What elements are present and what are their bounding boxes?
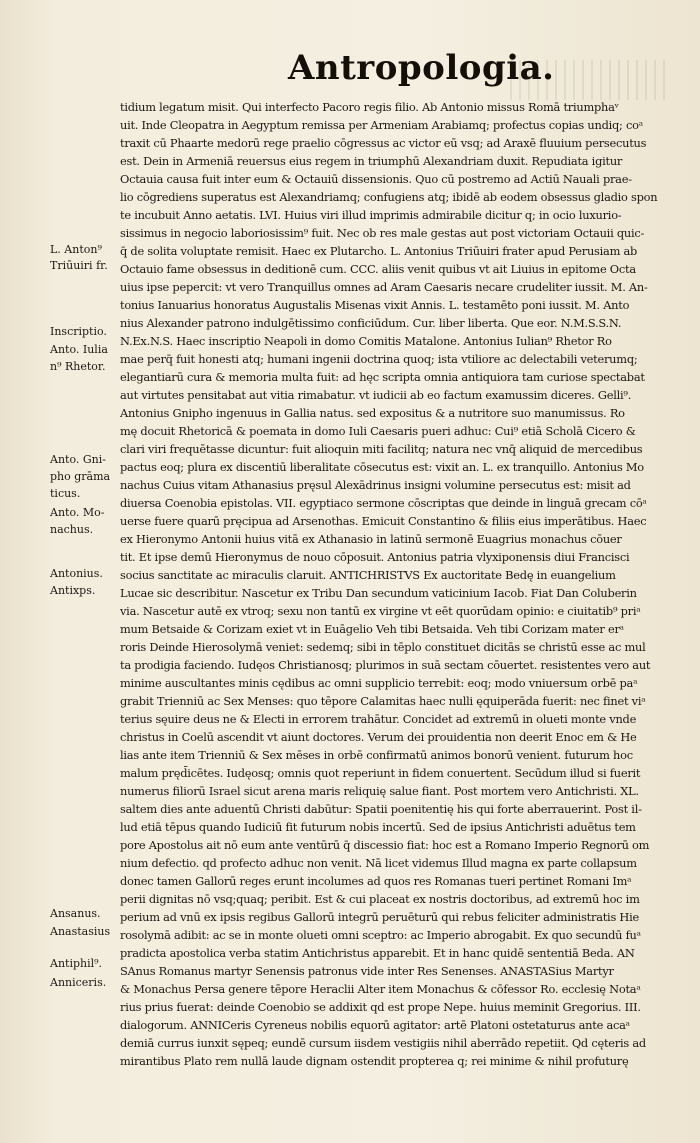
text-line: via. Nascetur autē ex vtroq; sexu non tantū ex virgine vt eēt quorūdam opinio: e ciuitatib⁹ priᵃ	[120, 604, 641, 618]
margin-note: Ansanus.	[50, 907, 101, 920]
text-line: lud etiā tēpus quando Iudiciū fit futurum nobis incertū. Sed de ipsius Antichristi aduētus tem	[120, 820, 636, 834]
text-line: rosolymā adibit: ac se in monte olueti omni sceptro: ac Imperio abrogabit. Ex quo secundū fuᵃ	[120, 928, 641, 942]
text-line: nius Alexander patrono indulgētissimo conficiūdum. Cur. liber liberta. Que eor. N.M.S.S.N.	[120, 316, 622, 330]
margin-note: Antiphil⁹.	[50, 957, 103, 970]
margin-note: Anto. Gni-	[50, 453, 106, 466]
text-line: ta prodigia faciendo. Iudęos Christianosq; plurimos in suā sectam cōuertet. resistentes vero aut	[120, 658, 651, 672]
text-line: Lucae sic describitur. Nascetur ex Tribu Dan secundum vaticinium Iacob. Fiat Dan Coluberin	[120, 586, 637, 600]
text-line: rius prius fuerat: deinde Coenobio se addixit qd est prope Nepe. huius meminit Gregorius. III.	[120, 1000, 641, 1014]
text-line: mirantibus Plato rem nullā laude dignam ostendit propterea q; rei minime & nihil profuturę	[120, 1054, 629, 1068]
text-line: uerse fuere quarū pręcipua ad Arsenothas. Emicuit Constantino & filiis eius imperātibus. Haec	[120, 514, 647, 528]
margin-note: Inscriptio.	[50, 325, 107, 338]
margin-note: Triūuiri fr.	[50, 259, 108, 272]
text-line: perii dignitas nō vsq;quaq; peribit. Est & cui placeat ex nostris doctoribus, ad extremū hoc im	[120, 892, 640, 906]
text-line: donec tamen Gallorū reges erunt incolumes ad quos res Romanas tueri pertinet Romani Imᵃ	[120, 874, 632, 888]
text-line: Octauia causa fuit inter eum & Octauiū dissensionis. Quo cū postremo ad Actiū Nauali prae-	[120, 172, 632, 186]
text-line: uit. Inde Cleopatra in Aegyptum remissa per Armeniam Arabiamq; profectus copias undiq; coᵃ	[120, 118, 643, 132]
text-line: te incubuit Anno aetatis. LVI. Huius viri illud imprimis admirabile dicitur q; in ocio luxurio-	[120, 208, 622, 222]
text-line: pactus eoq; plura ex discentiū liberalitate cōsecutus est: vixit an. L. ex tranquillo. Antonius Mo	[120, 460, 644, 474]
body-text	[120, 98, 678, 1070]
text-line: & Monachus Persa genere tēpore Heraclii Alter item Monachus & cōfessor Ro. ecclesię Notaᵃ	[120, 982, 641, 996]
page-title: Antropologia.	[288, 48, 555, 88]
text-line: q̄ de solita voluptate remisit. Haec ex Plutarcho. L. Antonius Triūuiri frater apud Perusiam ab	[120, 244, 638, 258]
text-line: elegantiarū cura & memoria multa fuit: ad hęc scripta omnia antiquiora tam curiose spectabat	[120, 370, 645, 384]
text-line: mae perq̄ fuit honesti atq; humani ingenii doctrina quoq; ista vtiliore ac delectabili veterumq;	[120, 352, 638, 366]
text-line: sissimus in negocio laboriosissim⁹ fuit. Nec ob res male gestas aut post victoriam Octauii quic-	[120, 226, 645, 240]
margin-note: Anniceris.	[50, 976, 107, 989]
text-line: lio cōgrediens superatus est Alexandriamq; confugiens atq; ibidē ab eodem obsessus gladio spon	[120, 190, 658, 204]
text-line: SAnus Romanus martyr Senensis patronus vide inter Res Senenses. ANASTASius Martyr	[120, 964, 614, 978]
text-line: est. Dein in Armeniā reuersus eius regem in triumphū Alexandriam duxit. Repudiata igitur	[120, 154, 623, 168]
margin-note: Anto. Iulia	[50, 343, 108, 356]
text-line: malum pręd̄icētes. Iudęosq; omnis quot reperiunt in fidem conuertent. Secūdum illud si fuerit	[120, 766, 641, 780]
margin-note: L. Anton⁹	[50, 243, 102, 256]
text-line: pore Apostolus ait nō eum ante ventūrū q̄ discessio fiat: hoc est a Romano Imperio Regnorū om	[120, 838, 650, 852]
text-line: grabit Trienniū ac Sex Menses: quo tēpore Calamitas haec nulli ęquiperāda fuerit: nec finet viᵃ	[120, 694, 646, 708]
text-line: tonius Ianuarius honoratus Augustalis Misenas vixit Annis. L. testamēto poni iussit. M. Anto	[120, 298, 630, 312]
text-line: socius sanctitate ac miraculis claruit. ANTICHRISTVS Ex auctoritate Bedę in euangelium	[120, 568, 616, 582]
text-line: perium ad vnū ex ipsis regibus Gallorū integrū peruēturū qui rebus feliciter administratis Hie	[120, 910, 639, 924]
text-line: lias ante item Trienniū & Sex mēses in orbē confirmatū animos bonorū venient. futurum hoc	[120, 748, 633, 762]
margin-note: Antixps.	[50, 584, 96, 597]
text-line: christus in Coelū ascendit vt aiunt doctores. Verum dei prouidentia non deerit Enoc em & He	[120, 730, 637, 744]
text-line: mę docuit Rhetoricā & poemata in domo Iuli Caesaris pueri adhuc: Cui⁹ etiā Scholā Cicero &	[120, 424, 636, 438]
text-line: saltem dies ante aduentū Christi dabūtur: Spatii poenitentię his qui forte aberrauerint. Post il-	[120, 802, 642, 816]
text-line: dialogorum. ANNICeris Cyreneus nobilis equorū agitator: artē Platoni ostetaturus ante acaᵃ	[120, 1018, 630, 1032]
text-line: ex Hieronymo Antonii huius vitā ex Athanasio in latinū sermonē Euagrius monachus cōuer	[120, 532, 622, 546]
margin-note: n⁹ Rhetor.	[50, 360, 106, 373]
text-line: demiā currus iunxit sępeq; eundē cursum iisdem vestigiis nihil aberrādo repetiit. Qd cęteris ad	[120, 1036, 646, 1050]
text-line: Antonius Gnipho ingenuus in Gallia natus. sed expositus & a nutritore suo manumissus. Ro	[120, 406, 625, 420]
text-line: Octauio fame obsessus in deditionē cum. CCC. aliis venit quibus vt ait Liuius in epitome Octa	[120, 262, 636, 276]
text-line: tidium legatum misit. Qui interfecto Pacoro regis filio. Ab Antonio missus Romā triumphaᵛ	[120, 100, 619, 114]
margin-note: ticus.	[50, 487, 81, 500]
text-line: numerus filiorū Israel sicut arena maris reliquię salue fiant. Post mortem vero Antichristi. XL.	[120, 784, 639, 798]
text-line: uius ipse pepercit: vt vero Tranquillus omnes ad Aram Caesaris necare crudeliter iussit. M. An-	[120, 280, 648, 294]
margin-note: pho grāma	[50, 470, 111, 483]
text-line: roris Deinde Hierosolymā veniet: sedemq; sibi in tēplo constituet dicitās se christū esse ac mul	[120, 640, 646, 654]
margin-note: Antonius.	[50, 567, 103, 580]
text-line: tit. Et ipse demū Hieronymus de nouo cōposuit. Antonius patria vlyxiponensis diui Francisci	[120, 550, 630, 564]
text-line: N.Ex.N.S. Haec inscriptio Neapoli in domo Comitis Matalone. Antonius Iulian⁹ Rhetor Ro	[120, 334, 612, 348]
text-line: minime auscultantes minis cędibus ac omni supplicio terrebit: eoq; modo vniuersum orbē paᵃ	[120, 676, 638, 690]
text-line: nachus Cuius vitam Athanasius pręsul Alexādrinus insigni volumine persecutus est: misit ad	[120, 478, 631, 492]
text-line: pradicta apostolica verba statim Antichristus apparebit. Et in hanc quidē sententiā Beda. AN	[120, 946, 635, 960]
text-line: traxit cū Phaarte medorū rege praelio cōgressus ac victor eū vsq; ad Araxē fluuium persecutus	[120, 136, 647, 150]
text-line: mum Betsaide & Corizam exiet vt in Euāgelio Veh tibi Betsaida. Veh tibi Corizam mater erᵃ	[120, 622, 624, 636]
text-line: terius sęuire deus ne & Electi in errorem trahātur. Concidet ad extremū in olueti monte vnde	[120, 712, 637, 726]
margin-note: nachus.	[50, 523, 94, 536]
margin-note: Anto. Mo-	[50, 506, 105, 519]
text-line: nium defectio. qd profecto adhuc non venit. Nā licet videmus Illud magna ex parte collapsum	[120, 856, 637, 870]
text-line: diuersa Coenobia epistolas. VII. egyptiaco sermone cōscriptas que deinde in linguā grecam cōᵃ	[120, 496, 647, 510]
text-line: aut virtutes pensitabat aut vitia rimabatur. vt iudicii ab eo factum examussim diceres. Gelli⁹.	[120, 388, 632, 402]
margin-note: Anastasius	[50, 925, 111, 938]
text-line: clari viri frequētasse dicuntur: fuit alioquin miti facilitq; natura nec vnq̄ aliquid de mercedibus	[120, 442, 643, 456]
